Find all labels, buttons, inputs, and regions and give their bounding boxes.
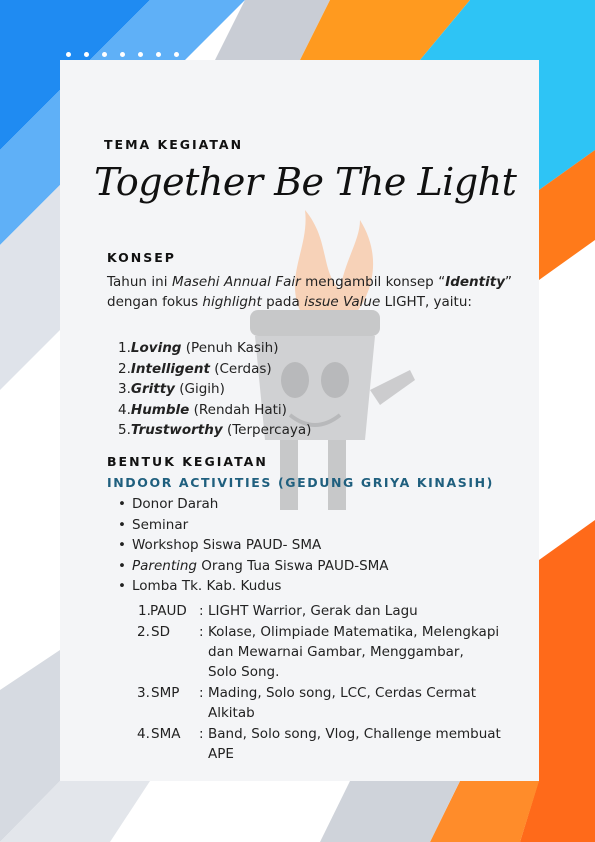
- level-number: 1.: [138, 603, 151, 619]
- value-item: 4.Humble (Rendah Hati): [118, 401, 287, 418]
- decorative-dots-top: [66, 42, 192, 61]
- level-line: Solo Song.: [208, 664, 280, 680]
- indoor-subtitle: INDOOR ACTIVITIES (GEDUNG GRIYA KINASIH): [107, 475, 494, 490]
- value-item: 3.Gritty (Gigih): [118, 381, 225, 397]
- level-number: 4.: [137, 726, 150, 742]
- level-name: SMP: [151, 685, 180, 701]
- konsep-paragraph: Tahun ini Masehi Annual Fair mengambil konsep “Identity” dengan fokus highlight pada issue Value LIGHT, yaitu:: [107, 274, 512, 310]
- value-item: 2.Intelligent (Cerdas): [118, 360, 272, 377]
- level-line: Band, Solo song, Vlog, Challenge membuat: [208, 726, 501, 742]
- level-number: 3.: [137, 685, 150, 701]
- activities-list: [132, 494, 389, 597]
- level-name: SD: [151, 624, 170, 640]
- value-item: 1.Loving (Penuh Kasih): [118, 340, 279, 356]
- level-colon: :: [199, 726, 204, 742]
- values-list: [118, 338, 311, 441]
- konsep-label: KONSEP: [107, 250, 176, 265]
- list-item: • Workshop Siswa PAUD- SMA: [132, 535, 389, 556]
- level-line: Kolase, Olimpiade Matematika, Melengkapi: [208, 624, 500, 640]
- level-line: dan Mewarnai Gambar, Menggambar,: [208, 644, 464, 660]
- level-line: Alkitab: [208, 705, 255, 721]
- list-item: • Parenting Orang Tua Siswa PAUD-SMA: [132, 556, 389, 577]
- level-number: 2.: [137, 624, 150, 640]
- level-colon: :: [199, 624, 204, 640]
- level-line: Mading, Solo song, LCC, Cerdas Cermat: [208, 685, 477, 701]
- event-title: Together Be The Light: [94, 160, 517, 204]
- list-item: • Seminar: [132, 515, 389, 536]
- bentuk-label: BENTUK KEGIATAN: [107, 454, 268, 469]
- decorative-dots-right: [550, 282, 556, 402]
- tema-label: TEMA KEGIATAN: [104, 137, 244, 152]
- level-colon: :: [199, 685, 204, 701]
- level-line: APE: [208, 746, 234, 762]
- level-colon: :: [199, 603, 204, 619]
- value-item: 5.Trustworthy (Terpercaya): [118, 422, 312, 438]
- level-line: LIGHT Warrior, Gerak dan Lagu: [208, 603, 418, 619]
- level-name: PAUD: [150, 603, 187, 619]
- list-item: • Donor Darah: [132, 494, 389, 515]
- list-item: • Lomba Tk. Kab. Kudus: [132, 576, 389, 597]
- level-name: SMA: [151, 726, 181, 742]
